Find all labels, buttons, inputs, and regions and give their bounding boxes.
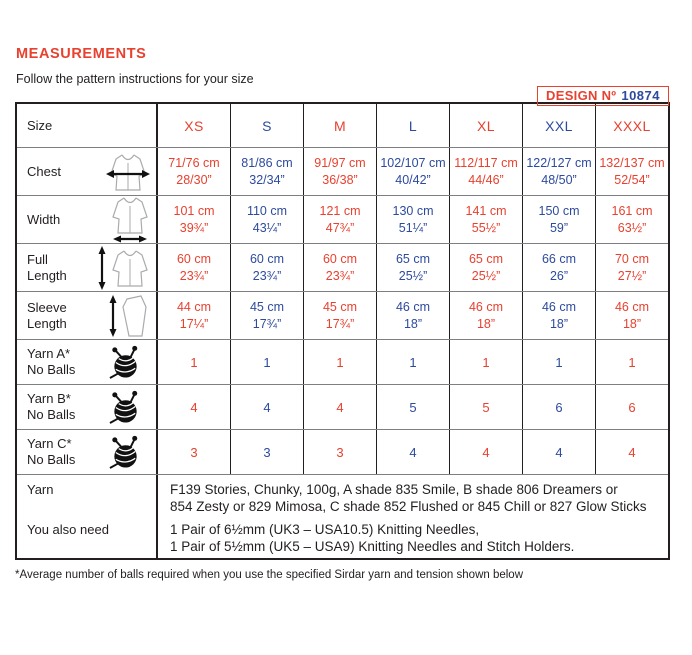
value-inches: 25½” <box>471 268 501 283</box>
garment-width-icon <box>109 195 151 244</box>
label-line: Chest <box>27 163 61 179</box>
yarn-a-xxxl-cell <box>595 340 668 384</box>
value-inches: 23¾” <box>325 268 355 283</box>
value-inches: 23¾” <box>252 268 282 283</box>
value-inches: 48/50” <box>541 172 577 187</box>
yarn-b-s-cell <box>230 385 303 429</box>
value-cm: 130 cm <box>392 203 434 218</box>
width-s-cell <box>230 196 303 243</box>
balls-count: 4 <box>628 444 636 460</box>
sleeve-length-xs-cell <box>158 292 230 339</box>
width-m-cell <box>303 196 376 243</box>
sleeve-length-xxl-cell <box>522 292 595 339</box>
yarn-b-m-cell <box>303 385 376 429</box>
yarn-c-l-cell <box>376 430 449 474</box>
value-cm: 91/97 cm <box>314 155 366 170</box>
value-cm: 141 cm <box>465 203 507 218</box>
label-line: No Balls <box>27 407 76 422</box>
value-cm: 132/137 cm <box>599 155 665 170</box>
value-inches: 17¼” <box>179 316 209 331</box>
yarn-b-l-cell <box>376 385 449 429</box>
chest-l-cell <box>376 148 449 195</box>
balls-count: 4 <box>190 399 198 415</box>
needles-line: 1 Pair of 5½mm (UK5 – USA9) Knitting Needles and Stitch Holders. <box>170 539 575 554</box>
balls-count: 5 <box>482 399 490 415</box>
chest-xs-cell <box>158 148 230 195</box>
page-subtitle: Follow the pattern instructions for your size <box>16 72 254 86</box>
yarn-line: F139 Stories, Chunky, 100g, A shade 835 Smile, B shade 806 Dreamers or <box>170 482 618 497</box>
yarn-b-xl-cell <box>449 385 522 429</box>
label-line: Width <box>27 211 61 227</box>
yarn-ball-icon <box>108 435 143 469</box>
value-inches: 55½” <box>471 220 501 235</box>
value-cm: 45 cm <box>322 299 358 314</box>
yarn-a-s-cell <box>230 340 303 384</box>
chest-width-icon <box>105 151 151 193</box>
value-inches: 39¾” <box>179 220 209 235</box>
chest-label <box>27 164 105 180</box>
size-header-label: XS <box>184 117 204 134</box>
size-header-xxxl <box>595 104 668 147</box>
width-l-cell <box>376 196 449 243</box>
chest-xl-cell <box>449 148 522 195</box>
balls-count: 1 <box>336 354 344 370</box>
balls-count: 4 <box>336 399 344 415</box>
full-length-label <box>27 252 97 284</box>
balls-count: 4 <box>555 444 563 460</box>
value-inches: 43¼” <box>252 220 282 235</box>
value-cm: 60 cm <box>176 251 212 266</box>
yarn-b-xxl-cell <box>522 385 595 429</box>
info-label-cell <box>17 475 158 558</box>
footnote: *Average number of balls required when you use the specified Sirdar yarn and tension shown below <box>15 569 524 581</box>
size-header-label: S <box>262 117 272 134</box>
value-inches: 28/30” <box>176 172 212 187</box>
value-inches: 23¾” <box>179 268 209 283</box>
size-header-l <box>376 104 449 147</box>
label-cell-yarn-b <box>17 385 158 429</box>
label-line: No Balls <box>27 362 76 377</box>
full-length-m-cell <box>303 244 376 291</box>
yarn-c-xxxl-cell <box>595 430 668 474</box>
size-header-label: M <box>333 117 347 134</box>
value-inches: 18” <box>476 316 496 331</box>
needles-description <box>170 521 668 555</box>
pattern-measurements-page <box>0 46 692 655</box>
value-cm: 46 cm <box>468 299 504 314</box>
sleeve-length-xxxl-cell <box>595 292 668 339</box>
yarn-a-xl-cell <box>449 340 522 384</box>
yarn-a-l-cell <box>376 340 449 384</box>
info-content <box>158 475 668 558</box>
full-length-xl-cell <box>449 244 522 291</box>
measurements-table <box>15 102 670 560</box>
value-cm: 60 cm <box>322 251 358 266</box>
width-xs-cell <box>158 196 230 243</box>
yarn-c-m-cell <box>303 430 376 474</box>
row-chest <box>17 147 668 195</box>
yarn-a-xxl-cell <box>522 340 595 384</box>
value-cm: 122/127 cm <box>526 155 592 170</box>
size-label-cell <box>17 104 158 147</box>
value-cm: 121 cm <box>319 203 361 218</box>
value-inches: 17¾” <box>325 316 355 331</box>
value-cm: 65 cm <box>395 251 431 266</box>
value-inches: 52/54” <box>614 172 650 187</box>
label-line: No Balls <box>27 452 76 467</box>
value-inches: 32/34” <box>249 172 285 187</box>
value-inches: 40/42” <box>395 172 431 187</box>
full-length-icon <box>97 245 151 291</box>
value-inches: 47¾” <box>325 220 355 235</box>
value-cm: 112/117 cm <box>454 155 518 170</box>
yarn-description <box>170 481 668 515</box>
value-cm: 46 cm <box>614 299 650 314</box>
value-cm: 66 cm <box>541 251 577 266</box>
value-cm: 102/107 cm <box>380 155 446 170</box>
balls-count: 1 <box>409 354 417 370</box>
value-inches: 63½” <box>617 220 647 235</box>
value-cm: 110 cm <box>246 203 288 218</box>
value-cm: 60 cm <box>249 251 285 266</box>
balls-count: 6 <box>628 399 636 415</box>
size-header-label: XXL <box>545 117 573 134</box>
width-xxl-cell <box>522 196 595 243</box>
label-cell-yarn-a <box>17 340 158 384</box>
width-label <box>27 212 109 228</box>
balls-count: 3 <box>263 444 271 460</box>
balls-count: 1 <box>555 354 563 370</box>
value-inches: 59” <box>549 220 569 235</box>
value-inches: 18” <box>549 316 569 331</box>
sleeve-length-s-cell <box>230 292 303 339</box>
yarn-c-xl-cell <box>449 430 522 474</box>
sleeve-length-xl-cell <box>449 292 522 339</box>
yarn-ball-icon <box>108 345 143 379</box>
chest-xxl-cell <box>522 148 595 195</box>
label-line: Full <box>27 251 48 267</box>
value-cm: 81/86 cm <box>241 155 293 170</box>
chest-xxxl-cell <box>595 148 668 195</box>
row-full-length <box>17 243 668 291</box>
value-inches: 36/38” <box>322 172 358 187</box>
yarn-b-xxxl-cell <box>595 385 668 429</box>
yarn-c-xxl-cell <box>522 430 595 474</box>
label-cell-sleeve-length <box>17 292 158 339</box>
row-yarn-c <box>17 429 668 474</box>
size-header-xs <box>158 104 230 147</box>
value-cm: 101 cm <box>173 203 215 218</box>
yarn-info-row <box>17 474 668 558</box>
yarn-line: 854 Zesty or 829 Mimosa, C shade 852 Flushed or 845 Chill or 827 Glow Sticks <box>170 499 647 514</box>
full-length-s-cell <box>230 244 303 291</box>
size-header-s <box>230 104 303 147</box>
balls-count: 4 <box>409 444 417 460</box>
page-title: MEASUREMENTS <box>16 46 147 62</box>
chest-s-cell <box>230 148 303 195</box>
sleeve-length-label <box>27 300 107 332</box>
value-cm: 46 cm <box>395 299 431 314</box>
label-line: Yarn A* <box>27 346 71 361</box>
value-cm: 161 cm <box>611 203 653 218</box>
size-header-row <box>17 104 668 147</box>
yarn-b-xs-cell <box>158 385 230 429</box>
yarn-c-label <box>27 436 108 468</box>
yarn-a-m-cell <box>303 340 376 384</box>
size-header-label: XL <box>477 117 495 134</box>
row-sleeve-length <box>17 291 668 339</box>
you-also-need-label: You also need <box>27 522 109 537</box>
value-cm: 70 cm <box>614 251 650 266</box>
size-header-xxl <box>522 104 595 147</box>
design-number-box <box>537 86 669 106</box>
value-cm: 45 cm <box>249 299 285 314</box>
value-inches: 44/46” <box>468 172 504 187</box>
yarn-label: Yarn <box>27 482 54 497</box>
value-cm: 44 cm <box>176 299 212 314</box>
label-line: Sleeve Length <box>27 299 67 331</box>
row-width <box>17 195 668 243</box>
value-cm: 46 cm <box>541 299 577 314</box>
label-line: Yarn C* <box>27 436 72 451</box>
value-inches: 26” <box>549 268 569 283</box>
row-yarn-a <box>17 339 668 384</box>
yarn-a-label <box>27 346 108 378</box>
value-inches: 18” <box>622 316 642 331</box>
label-cell-full-length <box>17 244 158 291</box>
sleeve-length-m-cell <box>303 292 376 339</box>
balls-count: 3 <box>336 444 344 460</box>
balls-count: 5 <box>409 399 417 415</box>
balls-count: 1 <box>628 354 636 370</box>
balls-count: 1 <box>263 354 271 370</box>
full-length-xxl-cell <box>522 244 595 291</box>
full-length-xs-cell <box>158 244 230 291</box>
value-cm: 150 cm <box>538 203 580 218</box>
balls-count: 3 <box>190 444 198 460</box>
design-label: DESIGN Nº <box>546 88 617 103</box>
value-cm: 71/76 cm <box>168 155 220 170</box>
balls-count: 1 <box>482 354 490 370</box>
full-length-xxxl-cell <box>595 244 668 291</box>
width-xl-cell <box>449 196 522 243</box>
yarn-ball-icon <box>108 390 143 424</box>
label-line: Length <box>27 267 67 283</box>
value-inches: 17¾” <box>252 316 282 331</box>
size-label: Size <box>27 118 53 133</box>
value-inches: 27½” <box>617 268 647 283</box>
size-header-xl <box>449 104 522 147</box>
design-number: 10874 <box>621 88 660 103</box>
balls-count: 1 <box>190 354 198 370</box>
value-cm: 65 cm <box>468 251 504 266</box>
balls-count: 6 <box>555 399 563 415</box>
yarn-a-xs-cell <box>158 340 230 384</box>
label-cell-yarn-c <box>17 430 158 474</box>
needles-line: 1 Pair of 6½mm (UK3 – USA10.5) Knitting Needles, <box>170 522 480 537</box>
value-inches: 51¼” <box>398 220 428 235</box>
size-header-label: L <box>408 117 418 134</box>
sleeve-length-l-cell <box>376 292 449 339</box>
chest-m-cell <box>303 148 376 195</box>
yarn-c-s-cell <box>230 430 303 474</box>
balls-count: 4 <box>263 399 271 415</box>
value-inches: 25½” <box>398 268 428 283</box>
size-header-label: XXXL <box>613 117 651 134</box>
balls-count: 4 <box>482 444 490 460</box>
yarn-b-label <box>27 391 108 423</box>
label-cell-width <box>17 196 158 243</box>
yarn-c-xs-cell <box>158 430 230 474</box>
width-xxxl-cell <box>595 196 668 243</box>
full-length-l-cell <box>376 244 449 291</box>
label-line: Yarn B* <box>27 391 71 406</box>
row-yarn-b <box>17 384 668 429</box>
sleeve-length-icon <box>107 293 151 339</box>
value-inches: 18” <box>403 316 423 331</box>
size-header-m <box>303 104 376 147</box>
label-cell-chest <box>17 148 158 195</box>
